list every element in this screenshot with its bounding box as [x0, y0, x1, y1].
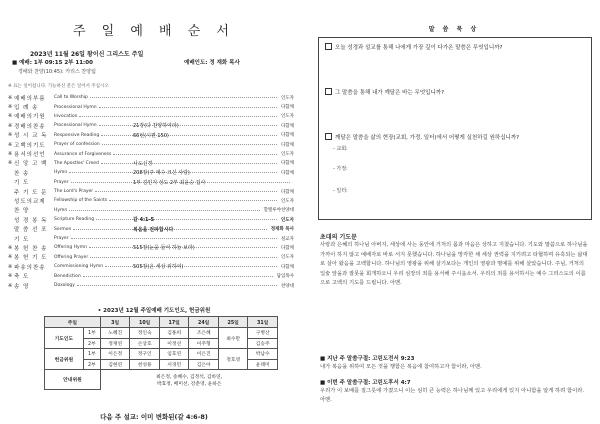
order-item-name: 기 도	[14, 236, 30, 243]
order-item-name: 입 례 송	[14, 105, 39, 112]
leader-dots	[95, 191, 277, 192]
order-item-english: The Lord's Prayer	[54, 189, 94, 195]
service-date: 2023년 11월 26일 왕이신 그리스도 주일	[30, 51, 144, 58]
order-item-name: 경배의찬송	[14, 123, 46, 130]
meditation-panel	[312, 0, 596, 424]
order-row	[8, 131, 294, 140]
order-row	[8, 243, 294, 252]
order-row	[8, 206, 294, 215]
duty-cell: 손상호	[130, 338, 160, 349]
duty-cell: 이정선	[159, 338, 189, 349]
duty-cell: 정구인	[130, 349, 160, 360]
duty-header-cell: 17일	[159, 317, 189, 328]
order-item-name: 말 씀 선 포	[14, 227, 48, 234]
order-of-worship	[8, 93, 294, 290]
standing-mark: ※	[8, 94, 13, 101]
order-item-english: Scripture Reading	[54, 217, 95, 223]
order-row	[8, 140, 294, 149]
order-row	[8, 262, 294, 271]
order-item-english: Call to Worship	[54, 95, 88, 101]
last-week-verse-text: 내가 복음을 위하여 모든 것을 행함은 복음에 참여하고자 함이라, 아멘.	[320, 364, 482, 370]
order-item-english: Fellowship of the Saints	[54, 198, 108, 204]
duty-slot-label: 1부	[83, 328, 100, 339]
order-row	[8, 149, 294, 158]
order-item-name: 성도의교제	[14, 198, 46, 205]
table-row	[45, 328, 278, 339]
duty-cell: 정재연	[100, 338, 130, 349]
standing-mark: ※	[8, 160, 13, 167]
praise-session: 경배와 찬양(10:45): 카리스 찬양팀	[18, 69, 96, 75]
order-item-english: Processional Hymn	[54, 123, 97, 129]
this-week-verse-text: 우리가 이 보배를 질그릇에 가졌으니 이는 심히 큰 능력은 하나님께 있고 우리에게 있지 아니함을 알게 하려 함이라. 아멘.	[320, 388, 584, 404]
order-item-english: Hymn	[54, 207, 68, 213]
order-item-detail: 21장(다 찬양하여라)	[133, 123, 179, 130]
order-row	[8, 281, 294, 290]
duty-slot-label: 1부	[83, 349, 100, 360]
leader-dots	[69, 210, 259, 211]
order-item-name: 축 도	[14, 274, 30, 281]
duty-header-cell: 25일	[218, 317, 248, 328]
order-row	[8, 196, 294, 205]
order-item-english: Assurance of Forgiveness	[54, 151, 112, 157]
order-item-leader: 찬양대	[280, 283, 294, 289]
order-item-english: Doxology	[54, 283, 75, 288]
questions-box	[318, 37, 592, 220]
order-item-name: 고백의기도	[14, 142, 46, 149]
order-item-name: 봉 헌 기 도	[14, 255, 48, 262]
leader-dots	[102, 144, 277, 145]
page-title: 주 일 예 배 순 서	[72, 24, 235, 39]
order-item-english: Responsive Reading	[54, 132, 100, 138]
order-item-leader: 다함께	[280, 161, 294, 167]
guide-members	[100, 370, 277, 390]
duty-cell: 구병산	[248, 328, 278, 339]
leader-dots	[101, 163, 277, 164]
leader-dots	[90, 97, 277, 98]
order-item-leader: 인도자	[280, 95, 294, 101]
answer-work: - 일터:	[333, 188, 348, 194]
checkbox-icon	[325, 88, 332, 95]
leader-dots	[79, 116, 277, 117]
order-item-english: Benediction	[54, 273, 81, 279]
duty-slot-label: 2부	[83, 338, 100, 349]
duty-header-cell: 24일	[189, 317, 219, 328]
order-item-english: Commissioning Hymn	[54, 264, 104, 270]
duty-cell: 김현연	[100, 359, 130, 370]
leader-dots	[101, 135, 277, 136]
order-row	[8, 121, 294, 130]
order-item-name: 찬 양	[14, 208, 30, 215]
duty-cell: 정호영	[218, 349, 248, 370]
leader-dots	[113, 154, 277, 155]
order-item-english: Prayer of confession	[54, 142, 100, 148]
standing-mark: ※	[8, 263, 13, 270]
question-1: 오늘 성경과 설교를 통해 나에게 가장 깊이 다가온 말씀은 무엇입니까?	[325, 43, 502, 51]
duty-header-cell: 10일	[130, 317, 160, 328]
duty-cell: 조은혜	[189, 328, 219, 339]
order-item-name: 성 경 봉 독	[14, 217, 48, 224]
order-item-name: 찬 송	[14, 170, 30, 177]
order-item-detail: 갈 4:1-5	[133, 217, 155, 224]
duty-cell: 임호연	[159, 349, 189, 360]
duty-cell: 천성용	[130, 359, 160, 370]
order-item-leader: 다함께	[280, 245, 294, 251]
answer-church: - 교회:	[333, 146, 348, 152]
duty-group-label: 기도인도	[45, 328, 84, 349]
order-row	[8, 215, 294, 224]
order-item-name: 주 기 도 문	[14, 189, 48, 196]
order-row	[8, 159, 294, 168]
order-row	[8, 168, 294, 177]
duty-cell: 최수만	[218, 328, 248, 349]
duty-cell: 이주형	[189, 338, 219, 349]
order-row	[8, 253, 294, 262]
order-item-leader: 다함께	[280, 142, 294, 148]
duty-cell: 박남수	[248, 349, 278, 360]
leader-dots	[71, 238, 277, 239]
order-row	[8, 178, 294, 187]
leader-dots	[77, 285, 277, 286]
order-item-name: 예배의부름	[14, 95, 46, 102]
order-item-detail: 1부 김민지 성도 2부 최윤승 집사	[133, 179, 206, 186]
order-item-leader: 인도자	[280, 255, 294, 261]
duty-cell: 이은정	[100, 349, 130, 360]
order-row	[8, 271, 294, 280]
order-item-english: Offering Hymn	[54, 245, 87, 251]
order-item-detail: 515장(눈을 들어 하늘 보라)	[133, 245, 195, 252]
order-row	[8, 93, 294, 102]
guide-members-line: 최은정, 송혜수, 김정석, 김바연,	[156, 374, 223, 380]
order-item-detail: 복음을 전파합시다	[133, 226, 174, 233]
order-item-english: Hymn	[54, 170, 68, 176]
standing-mark: ※	[8, 254, 13, 261]
service-leader: 예배인도: 정 재화 목사	[184, 60, 240, 66]
order-item-name: 예배의기원	[14, 114, 46, 121]
order-item-leader: 다함께	[280, 105, 294, 111]
duty-table-title: • 2023년 12월 주일예배 기도인도, 헌금위원	[97, 308, 211, 314]
order-item-name: 용서의선언	[14, 152, 46, 159]
leader-dots	[90, 257, 277, 258]
last-week-verse-title: ■ 지난 주 말씀구절: 고린도전서 9:23	[320, 356, 415, 362]
order-item-leader: 다함께	[280, 264, 294, 270]
standing-mark: ※	[8, 122, 13, 129]
order-item-name: 봉 헌 찬 송	[14, 245, 48, 252]
order-item-leader: 인도자	[280, 114, 294, 120]
order-item-leader: 다함께	[280, 133, 294, 139]
standing-mark: ※	[8, 132, 13, 139]
service-time: ■ 예배: 1부 09:15 2부 11:00	[12, 60, 93, 66]
order-item-leader: 할렐루야찬양대	[263, 208, 294, 214]
order-item-english: Offering Prayer	[54, 254, 89, 260]
this-week-verse-title: ■ 이번 주 말씀구절: 고린도후서 4:7	[320, 380, 411, 386]
duty-cell: 김승주	[248, 338, 278, 349]
order-row	[8, 187, 294, 196]
question-2: 그 말씀을 통해 내가 깨달은 바는 무엇입니까?	[325, 88, 444, 96]
prayer-text: 사랑과 은혜의 하나님 아버지, 세상에 사는 동안에 거처의 몸과 마음은 상하고 지쳤습니다. 기도와 말씀으로 하나님을 가까이 하지 않고 예배자로 바로 서지 못했습니다. 하나님을 망각한 채 세상 권력을 지키려고 타협하며 유혹되는 삶대로 살아 왔음을 고백합니다. 하나님의 영광을 위해 살기보다는 개인의 영광과 명예를 위해 살았습니다. 주님, 거처의 입술 앞을과 잘못을 회개하오니 우리 심장의 죄를 용서해 주시옵소서. 우리의 죄를 용서하시는 예수 그리스도의 이름으로 고백의 기도를 드립니다. 아멘.	[320, 242, 588, 287]
order-item-leader: 다함께	[280, 170, 294, 176]
duty-cell: 정인숙	[130, 328, 160, 339]
duty-cell: 이은진	[189, 349, 219, 360]
order-row	[8, 224, 294, 233]
order-item-detail: 208장(주 예수 크신 사랑)	[133, 170, 190, 177]
order-row	[8, 102, 294, 111]
standing-mark: ※	[8, 141, 13, 148]
prayer-title: 초대의 기도문	[320, 234, 357, 241]
table-row	[45, 349, 278, 360]
order-item-name: 기 도	[14, 180, 30, 187]
order-item-detail: 66번(시편 150)	[133, 132, 169, 139]
order-item-english: Invocation	[54, 113, 78, 119]
meditation-title: 말 씀 묵 상	[428, 26, 480, 33]
order-item-name: 성 시 교 독	[14, 133, 48, 140]
standing-mark: ※	[8, 282, 13, 289]
standing-mark: ※	[8, 151, 13, 158]
duty-table	[44, 316, 278, 390]
order-item-english: Prayer	[54, 179, 69, 185]
order-item-leader: 정재화 목사	[270, 227, 294, 233]
order-item-english: Processional Hymn	[54, 104, 97, 110]
duty-cell: 김홍희	[159, 328, 189, 339]
standing-mark: ※	[8, 104, 13, 111]
standing-mark: ※	[8, 113, 13, 120]
leader-dots	[99, 107, 277, 108]
order-item-leader: 다함께	[280, 123, 294, 129]
order-item-leader: 인도자	[280, 152, 294, 158]
duty-header-cell: 31일	[248, 317, 278, 328]
duty-cell: 윤태미	[248, 359, 278, 370]
order-item-name: 송 영	[14, 283, 30, 290]
checkbox-icon	[325, 133, 332, 140]
order-item-english: Prayer	[54, 236, 69, 242]
order-item-detail: 사도신경	[133, 160, 153, 167]
duty-table-header	[45, 317, 278, 328]
duty-header-cell: 주일	[45, 317, 101, 328]
guide-members-line: 박효정, 배미선, 강춘영, 윤하은	[156, 381, 222, 387]
guide-label: 안내위원	[45, 370, 101, 390]
duty-group-label: 헌금위원	[45, 349, 84, 370]
standing-mark: ※	[8, 244, 13, 251]
order-item-leader: 다함께	[280, 189, 294, 195]
duty-cell: 김은아	[189, 359, 219, 370]
standing-mark: ※	[8, 273, 13, 280]
leader-dots	[105, 266, 277, 267]
order-item-english: The Apostles' Creed	[54, 160, 99, 166]
order-item-leader: 인도자	[280, 217, 294, 223]
table-row	[45, 370, 278, 390]
order-item-leader: 인도자	[280, 198, 294, 204]
answer-home: - 가정:	[333, 166, 348, 172]
order-item-name: 파송의찬송	[14, 264, 46, 271]
leader-dots	[99, 125, 277, 126]
order-item-leader: 설교자	[280, 236, 294, 242]
order-item-detail: 505장(온 세상 위하여)	[133, 264, 184, 271]
order-item-english: Sermon	[54, 226, 72, 232]
duty-cell: 노혜진	[100, 328, 130, 339]
duty-header-cell: 3일	[100, 317, 130, 328]
checkbox-icon	[325, 43, 332, 50]
order-row	[8, 112, 294, 121]
next-week-sermon: 다음 주 설교: 이미 변화된(갈 4:6-8)	[100, 413, 208, 421]
question-3: 깨달은 말씀을 삶의 현장(교회, 가정, 일터)에서 어떻게 실천하길 원하십니까?	[325, 133, 519, 141]
order-item-name: 신 앙 고 백	[14, 161, 48, 168]
duty-slot-label: 2부	[83, 359, 100, 370]
order-row	[8, 234, 294, 243]
leader-dots	[109, 200, 277, 201]
leader-dots	[96, 219, 277, 220]
duty-cell: 서경민	[159, 359, 189, 370]
standing-note: ※ 표는 일어섭니다. 가능하신 분은 일어서 주십시오	[8, 84, 109, 89]
leader-dots	[83, 276, 273, 277]
order-item-leader: 담임목사	[276, 274, 294, 280]
worship-order-panel	[4, 0, 304, 424]
